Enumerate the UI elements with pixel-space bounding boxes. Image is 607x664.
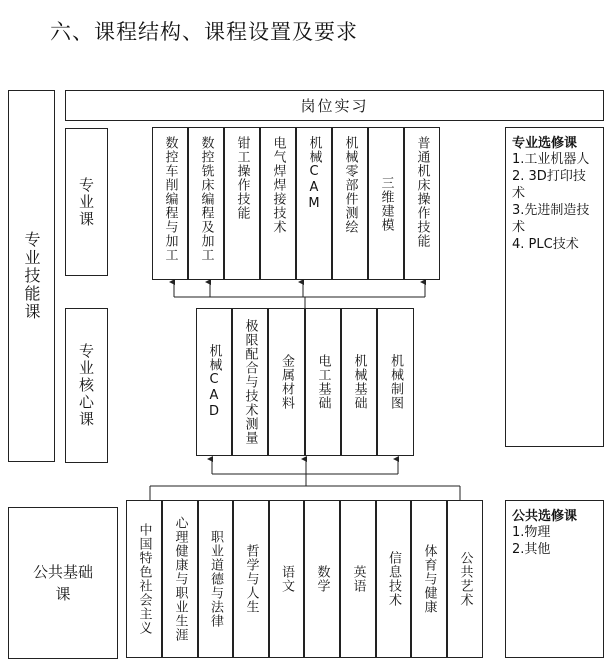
elective-item: 1.工业机器人 bbox=[512, 152, 590, 167]
course-machine-cad: 机械CAD bbox=[196, 308, 232, 456]
professional-skill-label: 专业技能课 bbox=[22, 231, 41, 321]
course-welding: 电气焊焊接技术 bbox=[260, 127, 296, 280]
course-machine-cam: 机械CAM bbox=[296, 127, 332, 280]
course-public-art: 公共艺术 bbox=[447, 500, 483, 658]
section-title: 六、课程结构、课程设置及要求 bbox=[50, 20, 358, 44]
course-pe-health: 体育与健康 bbox=[411, 500, 447, 658]
course-chinese: 语文 bbox=[269, 500, 304, 658]
course-cnc-turning: 数控车削编程与加工 bbox=[152, 127, 188, 280]
course-ethics-law: 职业道德与法律 bbox=[198, 500, 233, 658]
course-mechanical-basics: 机械基础 bbox=[341, 308, 377, 456]
course-lathe-operation: 普通机床操作技能 bbox=[404, 127, 440, 280]
elective-item: 2.其他 bbox=[512, 542, 551, 557]
course-metal-materials: 金属材料 bbox=[268, 308, 305, 456]
course-electrical-basics: 电工基础 bbox=[305, 308, 341, 456]
course-cnc-milling: 数控铣床编程及加工 bbox=[188, 127, 224, 280]
course-parts-mapping: 机械零部件测绘 bbox=[332, 127, 368, 280]
public-elective-title: 公共选修课 bbox=[512, 509, 578, 524]
course-3d-modeling: 三维建模 bbox=[368, 127, 404, 280]
professional-elective-title: 专业选修课 bbox=[512, 136, 578, 151]
elective-item: 2. 3D打印技术 bbox=[512, 169, 586, 201]
course-philosophy-life: 哲学与人生 bbox=[233, 500, 269, 658]
course-tolerance-measurement: 极限配合与技术测量 bbox=[232, 308, 268, 456]
professional-course-label: 专业课 bbox=[77, 176, 95, 228]
course-fitter-skills: 钳工操作技能 bbox=[224, 127, 260, 280]
elective-item: 4. PLC技术 bbox=[512, 237, 579, 252]
elective-item: 3.先进制造技术 bbox=[512, 203, 590, 235]
public-basic-label: 公共基础课 bbox=[32, 563, 93, 603]
elective-item: 1.物理 bbox=[512, 525, 551, 540]
course-mental-health-career: 心理健康与职业生涯 bbox=[162, 500, 198, 658]
course-math: 数学 bbox=[304, 500, 340, 658]
course-it: 信息技术 bbox=[376, 500, 411, 658]
public-to-core-connector bbox=[150, 459, 460, 500]
course-socialism: 中国特色社会主义 bbox=[126, 500, 162, 658]
course-mechanical-drawing: 机械制图 bbox=[377, 308, 414, 456]
course-english: 英语 bbox=[340, 500, 376, 658]
core-course-label: 专业核心课 bbox=[77, 343, 95, 428]
core-to-professional-connector bbox=[174, 282, 425, 308]
job-practice-label: 岗位实习 bbox=[300, 97, 369, 115]
